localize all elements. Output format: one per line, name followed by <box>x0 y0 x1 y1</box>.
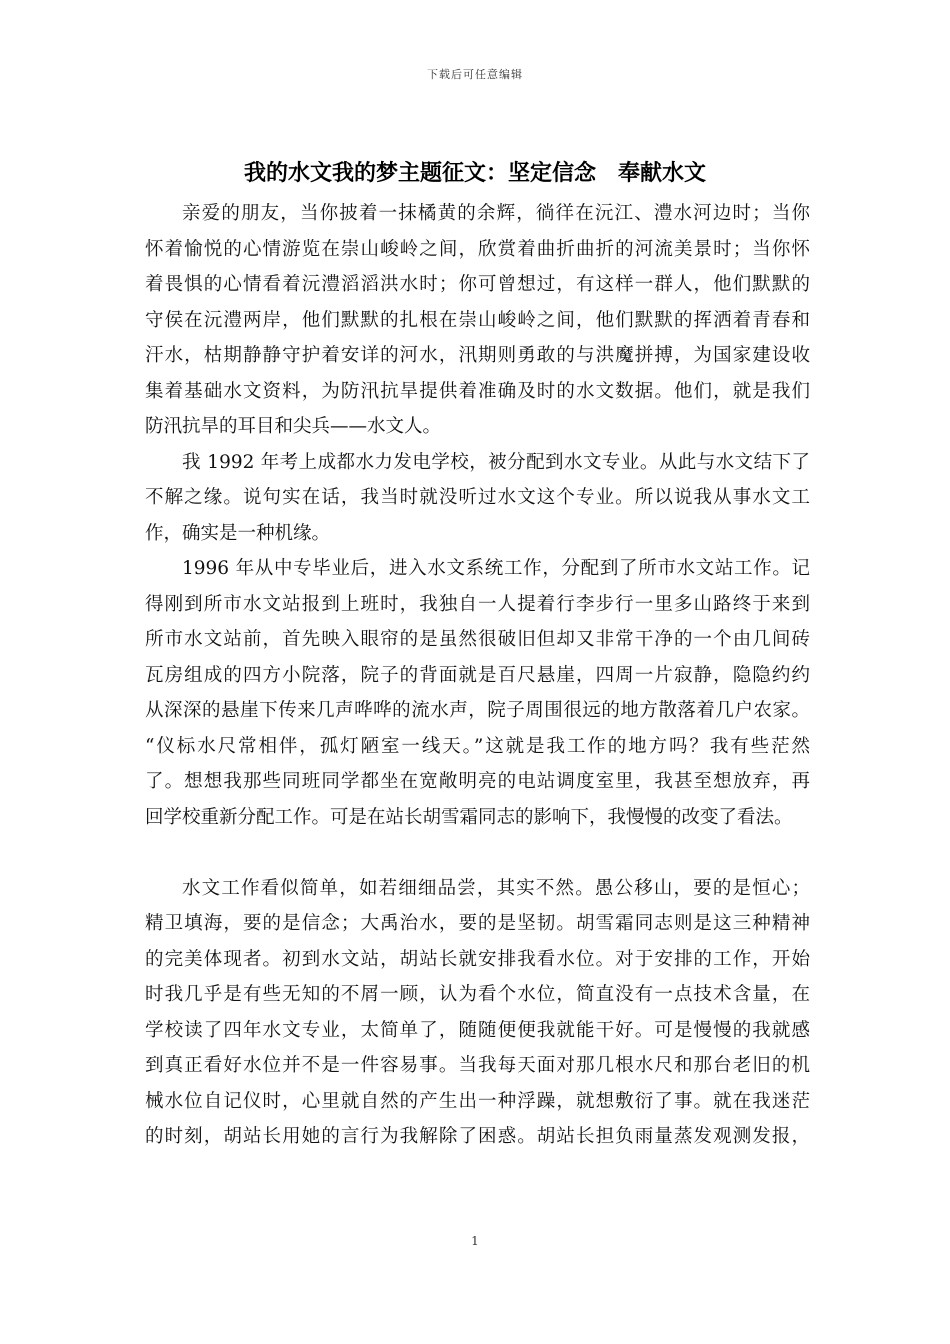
text-line: 学校读了四年水文专业，太简单了，随随便便我就能干好。可是慢慢的我就感 <box>145 1019 810 1041</box>
text-line: 的完美体现者。初到水文站，胡站长就安排我看水位。对于安排的工作，开始 <box>145 948 810 970</box>
text-line: 到真正看好水位并不是一件容易事。当我每天面对那几根水尺和那台老旧的机 <box>145 1055 810 1076</box>
text-line: 不解之缘。说句实在话，我当时就没听过水文这个专业。所以说我从事水文工 <box>145 487 810 508</box>
text-line: 得刚到所市水文站报到上班时，我独自一人提着行李步行一里多山路终于来到 <box>145 593 810 615</box>
text-line: 防汛抗旱的耳目和尖兵——水文人。 <box>145 416 442 437</box>
text-line: 我 1992 年考上成都水力发电学校，被分配到水文专业。从此与水文结下了 <box>182 451 810 473</box>
text-line: 1996 年从中专毕业后，进入水文系统工作，分配到了所市水文站工作。记 <box>182 558 810 579</box>
text-line: 集着基础水文资料，为防汛抗旱提供着准确及时的水文数据。他们，就是我们 <box>145 380 810 402</box>
text-line: 所市水文站前，首先映入眼帘的是虽然很破旧但却又非常干净的一个由几间砖 <box>145 629 810 650</box>
text-line: 回学校重新分配工作。可是在站长胡雪霜同志的影响下，我慢慢的改变了看法。 <box>145 806 793 828</box>
page-number: 1 <box>471 1234 479 1248</box>
text-line: 械水位自记仪时，心里就自然的产生出一种浮躁，就想敷衍了事。就在我迷茫 <box>145 1090 810 1112</box>
text-line: 怀着愉悦的心情游览在崇山峻岭之间，欣赏着曲折曲折的河流美景时；当你怀 <box>145 238 810 260</box>
text-line: 着畏惧的心情看着沅澧滔滔洪水时；你可曾想过，有这样一群人，他们默默的 <box>145 274 810 295</box>
text-line: 时我几乎是有些无知的不屑一顾，认为看个水位，简直没有一点技术含量，在 <box>145 984 810 1005</box>
text-line: 守侯在沅澧两岸，他们默默的扎根在崇山峻岭之间，他们默默的挥洒着青春和 <box>145 309 810 331</box>
text-line: “仪标水尺常相伴，孤灯陋室一线天。”这就是我工作的地方吗？我有些茫然 <box>145 735 810 757</box>
text-line: 精卫填海，要的是信念；大禹治水，要的是坚韧。胡雪霜同志则是这三种精神 <box>145 913 810 934</box>
blank-line <box>145 835 810 871</box>
text-line: 水文工作看似简单，如若细细品尝，其实不然。愚公移山，要的是恒心； <box>182 877 810 899</box>
text-line: 从深深的悬崖下传来几声哗哗的流水声，院子周围很远的地方散落着几户农家。 <box>145 700 810 721</box>
text-line: 汗水，枯期静静守护着安详的河水，汛期则勇敢的与洪魔拼搏，为国家建设收 <box>145 345 810 366</box>
text-line: 亲爱的朋友，当你披着一抹橘黄的余辉，徜徉在沅江、澧水河边时；当你 <box>182 203 810 224</box>
page-header: 下载后可任意编辑 <box>427 68 523 81</box>
text-line: 作，确实是一种机缘。 <box>145 522 331 544</box>
text-line: 了。想想我那些同班同学都坐在宽敞明亮的电站调度室里，我甚至想放弃，再 <box>145 771 810 792</box>
text-line: 瓦房组成的四方小院落，院子的背面就是百尺悬崖，四周一片寂静，隐隐约约 <box>145 664 810 686</box>
text-line: 的时刻，胡站长用她的言行为我解除了困惑。胡站长担负雨量蒸发观测发报， <box>145 1126 810 1147</box>
document-body <box>145 196 810 1155</box>
document-title: 我的水文我的梦主题征文：坚定信念 奉献水文 <box>243 160 706 186</box>
